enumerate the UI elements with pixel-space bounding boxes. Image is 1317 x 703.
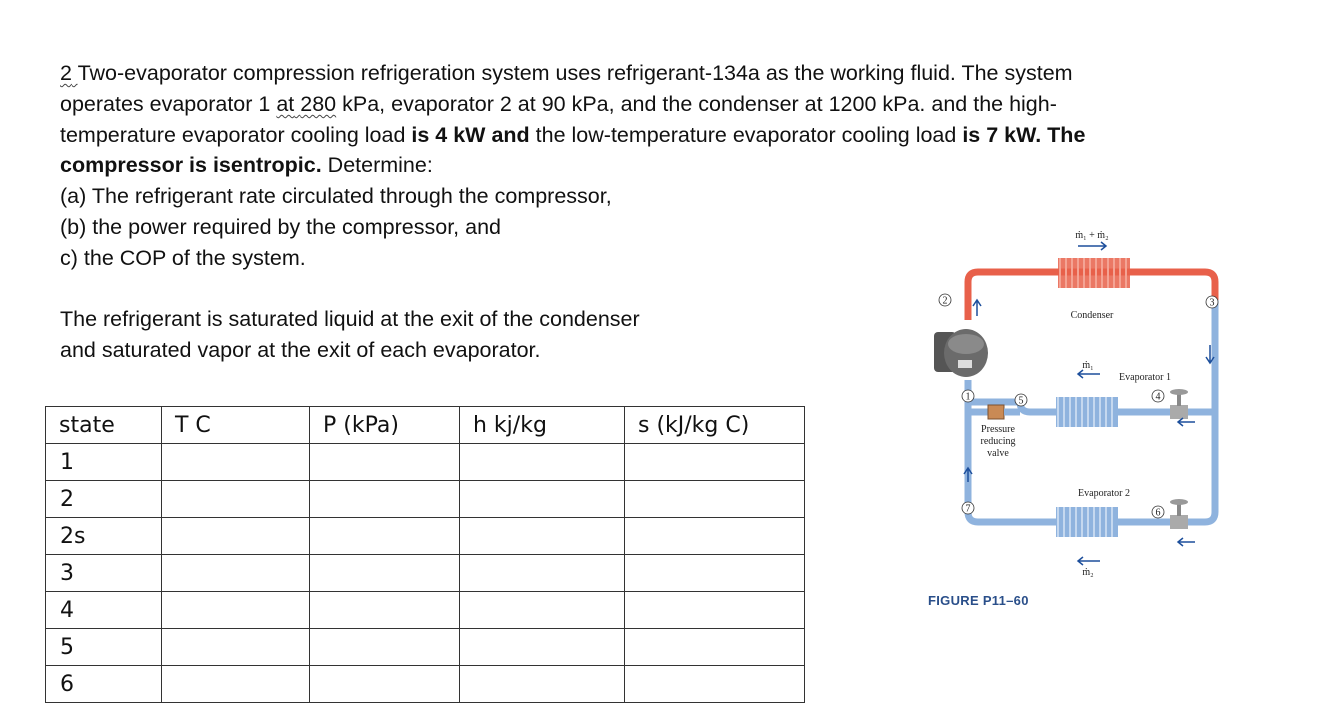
flow-label-evap1: ṁ₁ — [1082, 360, 1094, 371]
problem-line-4: compressor is isentropic. Determine: — [60, 153, 433, 178]
s-cell[interactable] — [625, 481, 805, 518]
evaporator1-coil — [1056, 397, 1118, 427]
arrow-top-flow — [1078, 242, 1106, 250]
arrow-evap2-flow — [1078, 557, 1100, 565]
state-cell: 3 — [46, 555, 162, 592]
svg-text:7: 7 — [965, 503, 971, 515]
state-cell: 1 — [46, 444, 162, 481]
p-cell[interactable] — [310, 555, 460, 592]
svg-text:1: 1 — [965, 391, 971, 403]
state-marker-6 — [1152, 506, 1164, 519]
condenser-label: Condenser — [1070, 310, 1114, 321]
t-cell[interactable] — [162, 629, 310, 666]
state-cell: 6 — [46, 666, 162, 703]
svg-text:6: 6 — [1155, 507, 1161, 519]
h-cell[interactable] — [460, 629, 625, 666]
h-cell[interactable] — [460, 481, 625, 518]
part-a: (a) The refrigerant rate circulated through the compressor, — [60, 184, 612, 209]
state-marker-5 — [1015, 394, 1027, 407]
svg-text:5: 5 — [1018, 395, 1024, 407]
problem-text-1: Two-evaporator compression refrigeration system uses refrigerant-134a as the working fluid. The system — [77, 61, 1073, 85]
state-cell: 2 — [46, 481, 162, 518]
table-header-row — [46, 407, 805, 444]
state-marker-2 — [939, 294, 951, 307]
arrow-evap2-return — [1178, 538, 1195, 546]
table-row — [46, 518, 805, 555]
svg-text:3: 3 — [1209, 297, 1215, 309]
figure-caption: FIGURE P11–60 — [928, 593, 1029, 608]
h-cell[interactable] — [460, 518, 625, 555]
valve-label-line3: valve — [987, 448, 1009, 459]
p-cell[interactable] — [310, 629, 460, 666]
s-cell[interactable] — [625, 444, 805, 481]
p-cell[interactable] — [310, 666, 460, 703]
svg-text:2: 2 — [942, 295, 948, 307]
s-cell[interactable] — [625, 629, 805, 666]
table-row — [46, 555, 805, 592]
table-row — [46, 629, 805, 666]
problem-line-3: temperature evaporator cooling load is 4 kW and the low-temperature evaporator cooling load is 7 kW. The — [60, 122, 1086, 147]
note-line-1: The refrigerant is saturated liquid at the exit of the condenser — [60, 307, 640, 331]
pressure-reducing-valve — [988, 405, 1004, 419]
arrow-evap1-return — [1178, 418, 1195, 426]
p-cell[interactable] — [310, 481, 460, 518]
expansion-valve-2 — [1170, 499, 1188, 529]
state-table — [45, 406, 805, 703]
condenser-coil — [1058, 258, 1130, 288]
problem-line-2: operates evaporator 1 at 280 kPa, evaporator 2 at 90 kPa, and the condenser at 1200 kPa. and the high- — [60, 91, 1057, 116]
h-cell[interactable] — [460, 592, 625, 629]
state-cell: 2s — [46, 518, 162, 555]
problem-line-1 — [60, 58, 1200, 89]
flow-label-evap2: ṁ₂ — [1082, 567, 1094, 578]
t-cell[interactable] — [162, 555, 310, 592]
refrigeration-diagram — [920, 220, 1220, 620]
expansion-valve-1 — [1170, 389, 1188, 419]
table-row — [46, 666, 805, 703]
valve-label-line2: reducing — [980, 436, 1016, 447]
state-cell: 5 — [46, 629, 162, 666]
p-cell[interactable] — [310, 518, 460, 555]
state-cell: 4 — [46, 592, 162, 629]
s-cell[interactable] — [625, 666, 805, 703]
problem-number: 2 — [60, 61, 72, 85]
s-cell[interactable] — [625, 518, 805, 555]
s-cell[interactable] — [625, 555, 805, 592]
t-cell[interactable] — [162, 518, 310, 555]
flow-label-total: ṁ₁ + ṁ₂ — [1075, 230, 1109, 241]
compressor — [934, 329, 988, 377]
state-marker-3 — [1206, 296, 1218, 309]
h-cell[interactable] — [460, 444, 625, 481]
state-marker-1 — [962, 390, 974, 403]
p-cell[interactable] — [310, 444, 460, 481]
t-cell[interactable] — [162, 444, 310, 481]
t-cell[interactable] — [162, 481, 310, 518]
t-cell[interactable] — [162, 592, 310, 629]
s-cell[interactable] — [625, 592, 805, 629]
svg-text:4: 4 — [1155, 391, 1161, 403]
part-c: c) the COP of the system. — [60, 245, 306, 270]
table-row — [46, 592, 805, 629]
header-enthalpy: h kj/kg — [460, 407, 625, 444]
table-row — [46, 444, 805, 481]
header-entropy: s (kJ/kg C) — [625, 407, 805, 444]
arrow-evap1-flow — [1078, 370, 1100, 378]
diagram-svg — [920, 220, 1220, 620]
evaporator2-coil — [1056, 507, 1118, 537]
state-marker-7 — [962, 502, 974, 515]
header-temperature: T C — [162, 407, 310, 444]
h-cell[interactable] — [460, 666, 625, 703]
arrow-up-2 — [973, 300, 981, 316]
valve-label-line1: Pressure — [981, 424, 1015, 435]
evaporator2-label: Evaporator 2 — [1078, 488, 1130, 499]
h-cell[interactable] — [460, 555, 625, 592]
evaporator1-label: Evaporator 1 — [1119, 372, 1171, 383]
header-pressure: P (kPa) — [310, 407, 460, 444]
p-cell[interactable] — [310, 592, 460, 629]
table-row — [46, 481, 805, 518]
part-b: (b) the power required by the compressor, and — [60, 214, 501, 239]
assumption-note — [60, 304, 760, 366]
t-cell[interactable] — [162, 666, 310, 703]
note-line-2: and saturated vapor at the exit of each evaporator. — [60, 338, 541, 362]
header-state: state — [46, 407, 162, 444]
state-marker-4 — [1152, 390, 1164, 403]
